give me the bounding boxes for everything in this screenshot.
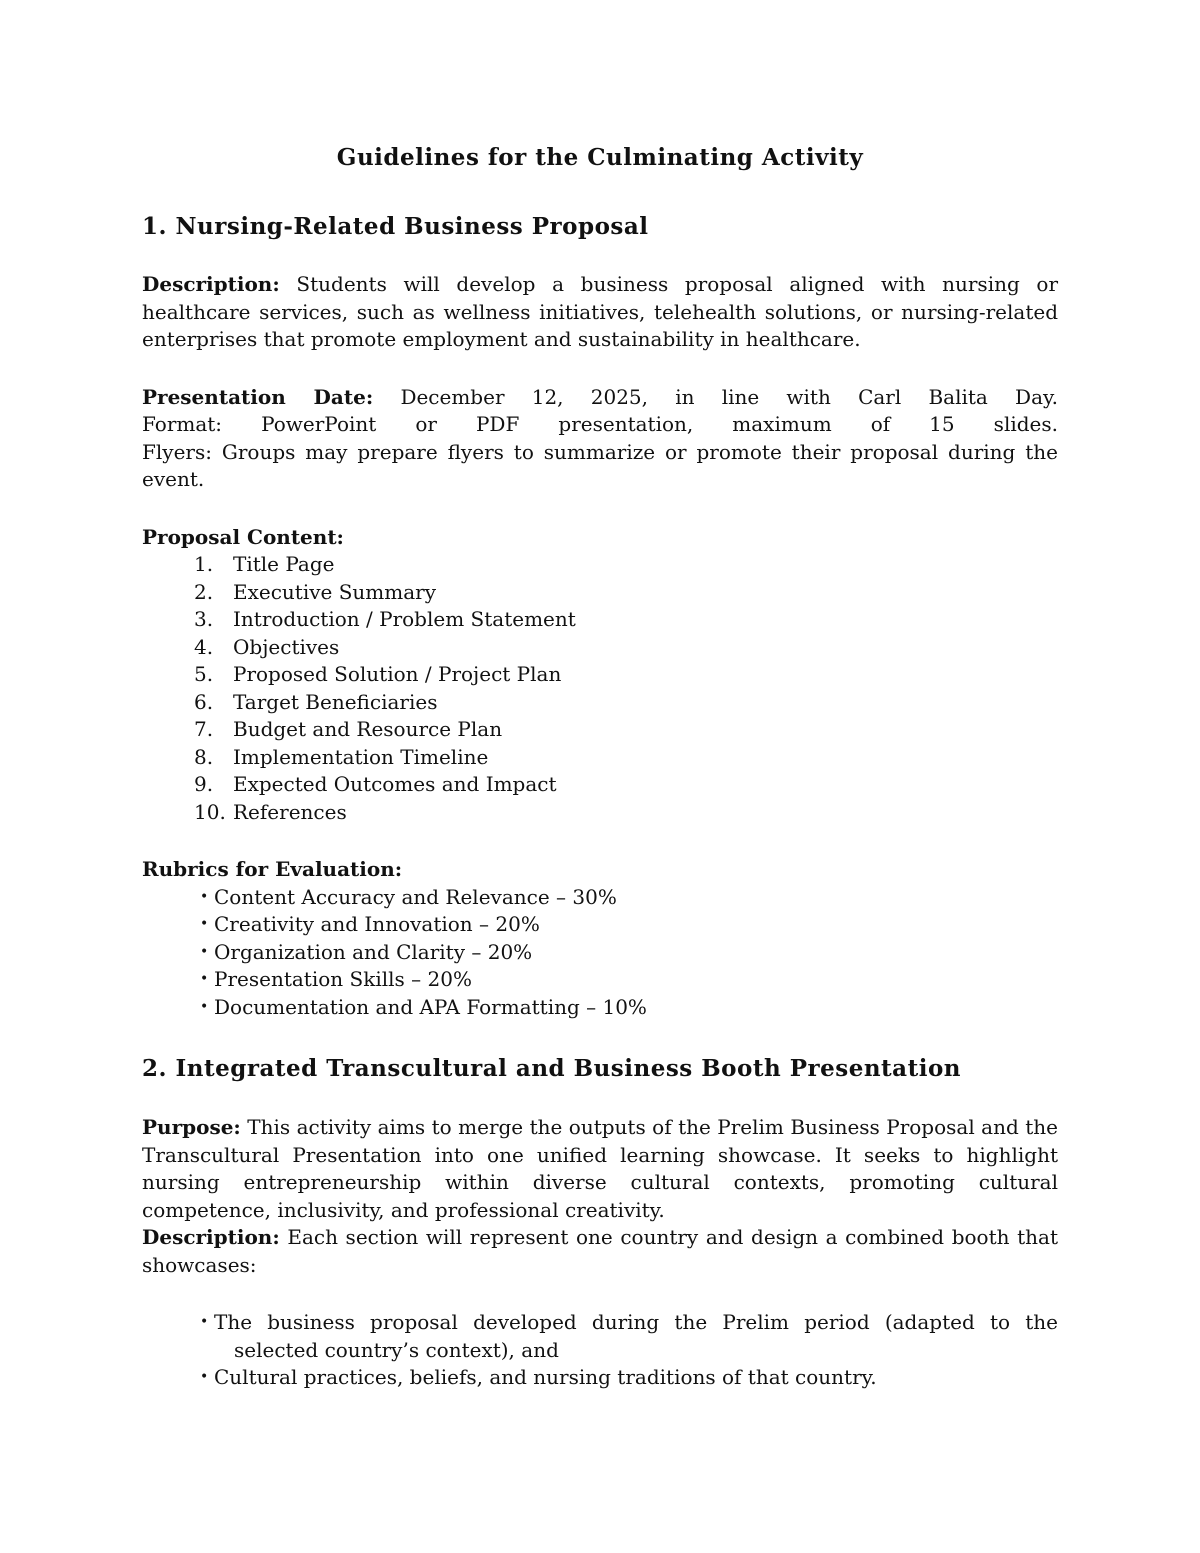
list-item: 3. Introduction / Problem Statement	[194, 607, 576, 631]
section-2-description	[142, 1224, 1058, 1279]
purpose-text: This activity aims to merge the outputs of the Prelim Business Proposal and the Transcultural Presentation into one unified learning showcase. It seeks to highlight nursing entrepreneurship within diverse cultural contexts, promoting cultural competence, inclusivity, and professional creativity.	[142, 1115, 1058, 1222]
bullet-icon: •	[200, 1314, 209, 1330]
list-item: • The business proposal developed during the Prelim period (adapted to the selected country’s context), and	[200, 1309, 1058, 1364]
section-1-description	[142, 271, 1058, 354]
presentation-date-text: December 12, 2025, in line with Carl Balita Day.	[400, 384, 1059, 409]
section-2-purpose	[142, 1114, 1058, 1224]
list-item: 5. Proposed Solution / Project Plan	[194, 662, 562, 686]
purpose-label: Purpose:	[142, 1115, 241, 1139]
bullet-icon: •	[200, 916, 209, 932]
document-body	[142, 140, 1058, 1392]
list-item: 1. Title Page	[194, 552, 335, 576]
list-item: • Creativity and Innovation – 20%	[200, 911, 1058, 939]
bullet-icon: •	[200, 998, 209, 1015]
description-text: Each section will represent one country and design a combined booth that showcases:	[142, 1225, 1058, 1277]
description-text: Students will develop a business proposal aligned with nursing or healthcare services, such as wellness initiatives, telehealth solutions, or nursing-related enterprises that promote employment and sustainability in healthcare.	[142, 272, 1059, 351]
bullet-icon: •	[200, 1369, 209, 1385]
document-title: Guidelines for the Culminating Activity	[336, 144, 864, 171]
rubrics-list	[142, 884, 1058, 1022]
format-line: Format: PowerPoint or PDF presentation, maximum of 15 slides.	[142, 412, 1058, 436]
list-item: 7. Budget and Resource Plan	[194, 717, 503, 741]
description-label: Description:	[142, 272, 280, 296]
bullet-icon: •	[200, 943, 209, 960]
list-item: 6. Target Beneficiaries	[194, 689, 438, 714]
flyers-line: Flyers: Groups may prepare flyers to summarize or promote their proposal during the event.	[142, 439, 1058, 491]
list-item: 9. Expected Outcomes and Impact	[194, 772, 557, 796]
list-item: • Organization and Clarity – 20%	[200, 939, 1058, 967]
section-2-heading: 2. Integrated Transcultural and Business Booth Presentation	[142, 1055, 962, 1082]
presentation-date-label: Presentation Date:	[142, 384, 374, 409]
list-item: 10. References	[194, 799, 347, 824]
rubrics-label: Rubrics for Evaluation:	[142, 857, 403, 881]
list-item: • Cultural practices, beliefs, and nursing traditions of that country.	[200, 1364, 1058, 1392]
list-item: 2. Executive Summary	[194, 579, 437, 604]
bullet-icon: •	[200, 888, 209, 905]
presentation-date-line	[142, 384, 1058, 412]
proposal-content-list	[142, 551, 1058, 826]
proposal-content-label: Proposal Content:	[142, 524, 344, 549]
booth-showcase-list	[142, 1309, 1058, 1392]
bullet-icon: •	[200, 971, 209, 987]
list-item: • Content Accuracy and Relevance – 30%	[200, 884, 1058, 912]
section-1-heading: 1. Nursing-Related Business Proposal	[142, 213, 649, 240]
list-item: 8. Implementation Timeline	[194, 744, 489, 769]
list-item: 4. Objectives	[194, 634, 340, 659]
list-item: • Presentation Skills – 20%	[200, 966, 1058, 994]
list-item: • Documentation and APA Formatting – 10%	[200, 994, 1058, 1022]
description-label: Description:	[142, 1225, 280, 1249]
